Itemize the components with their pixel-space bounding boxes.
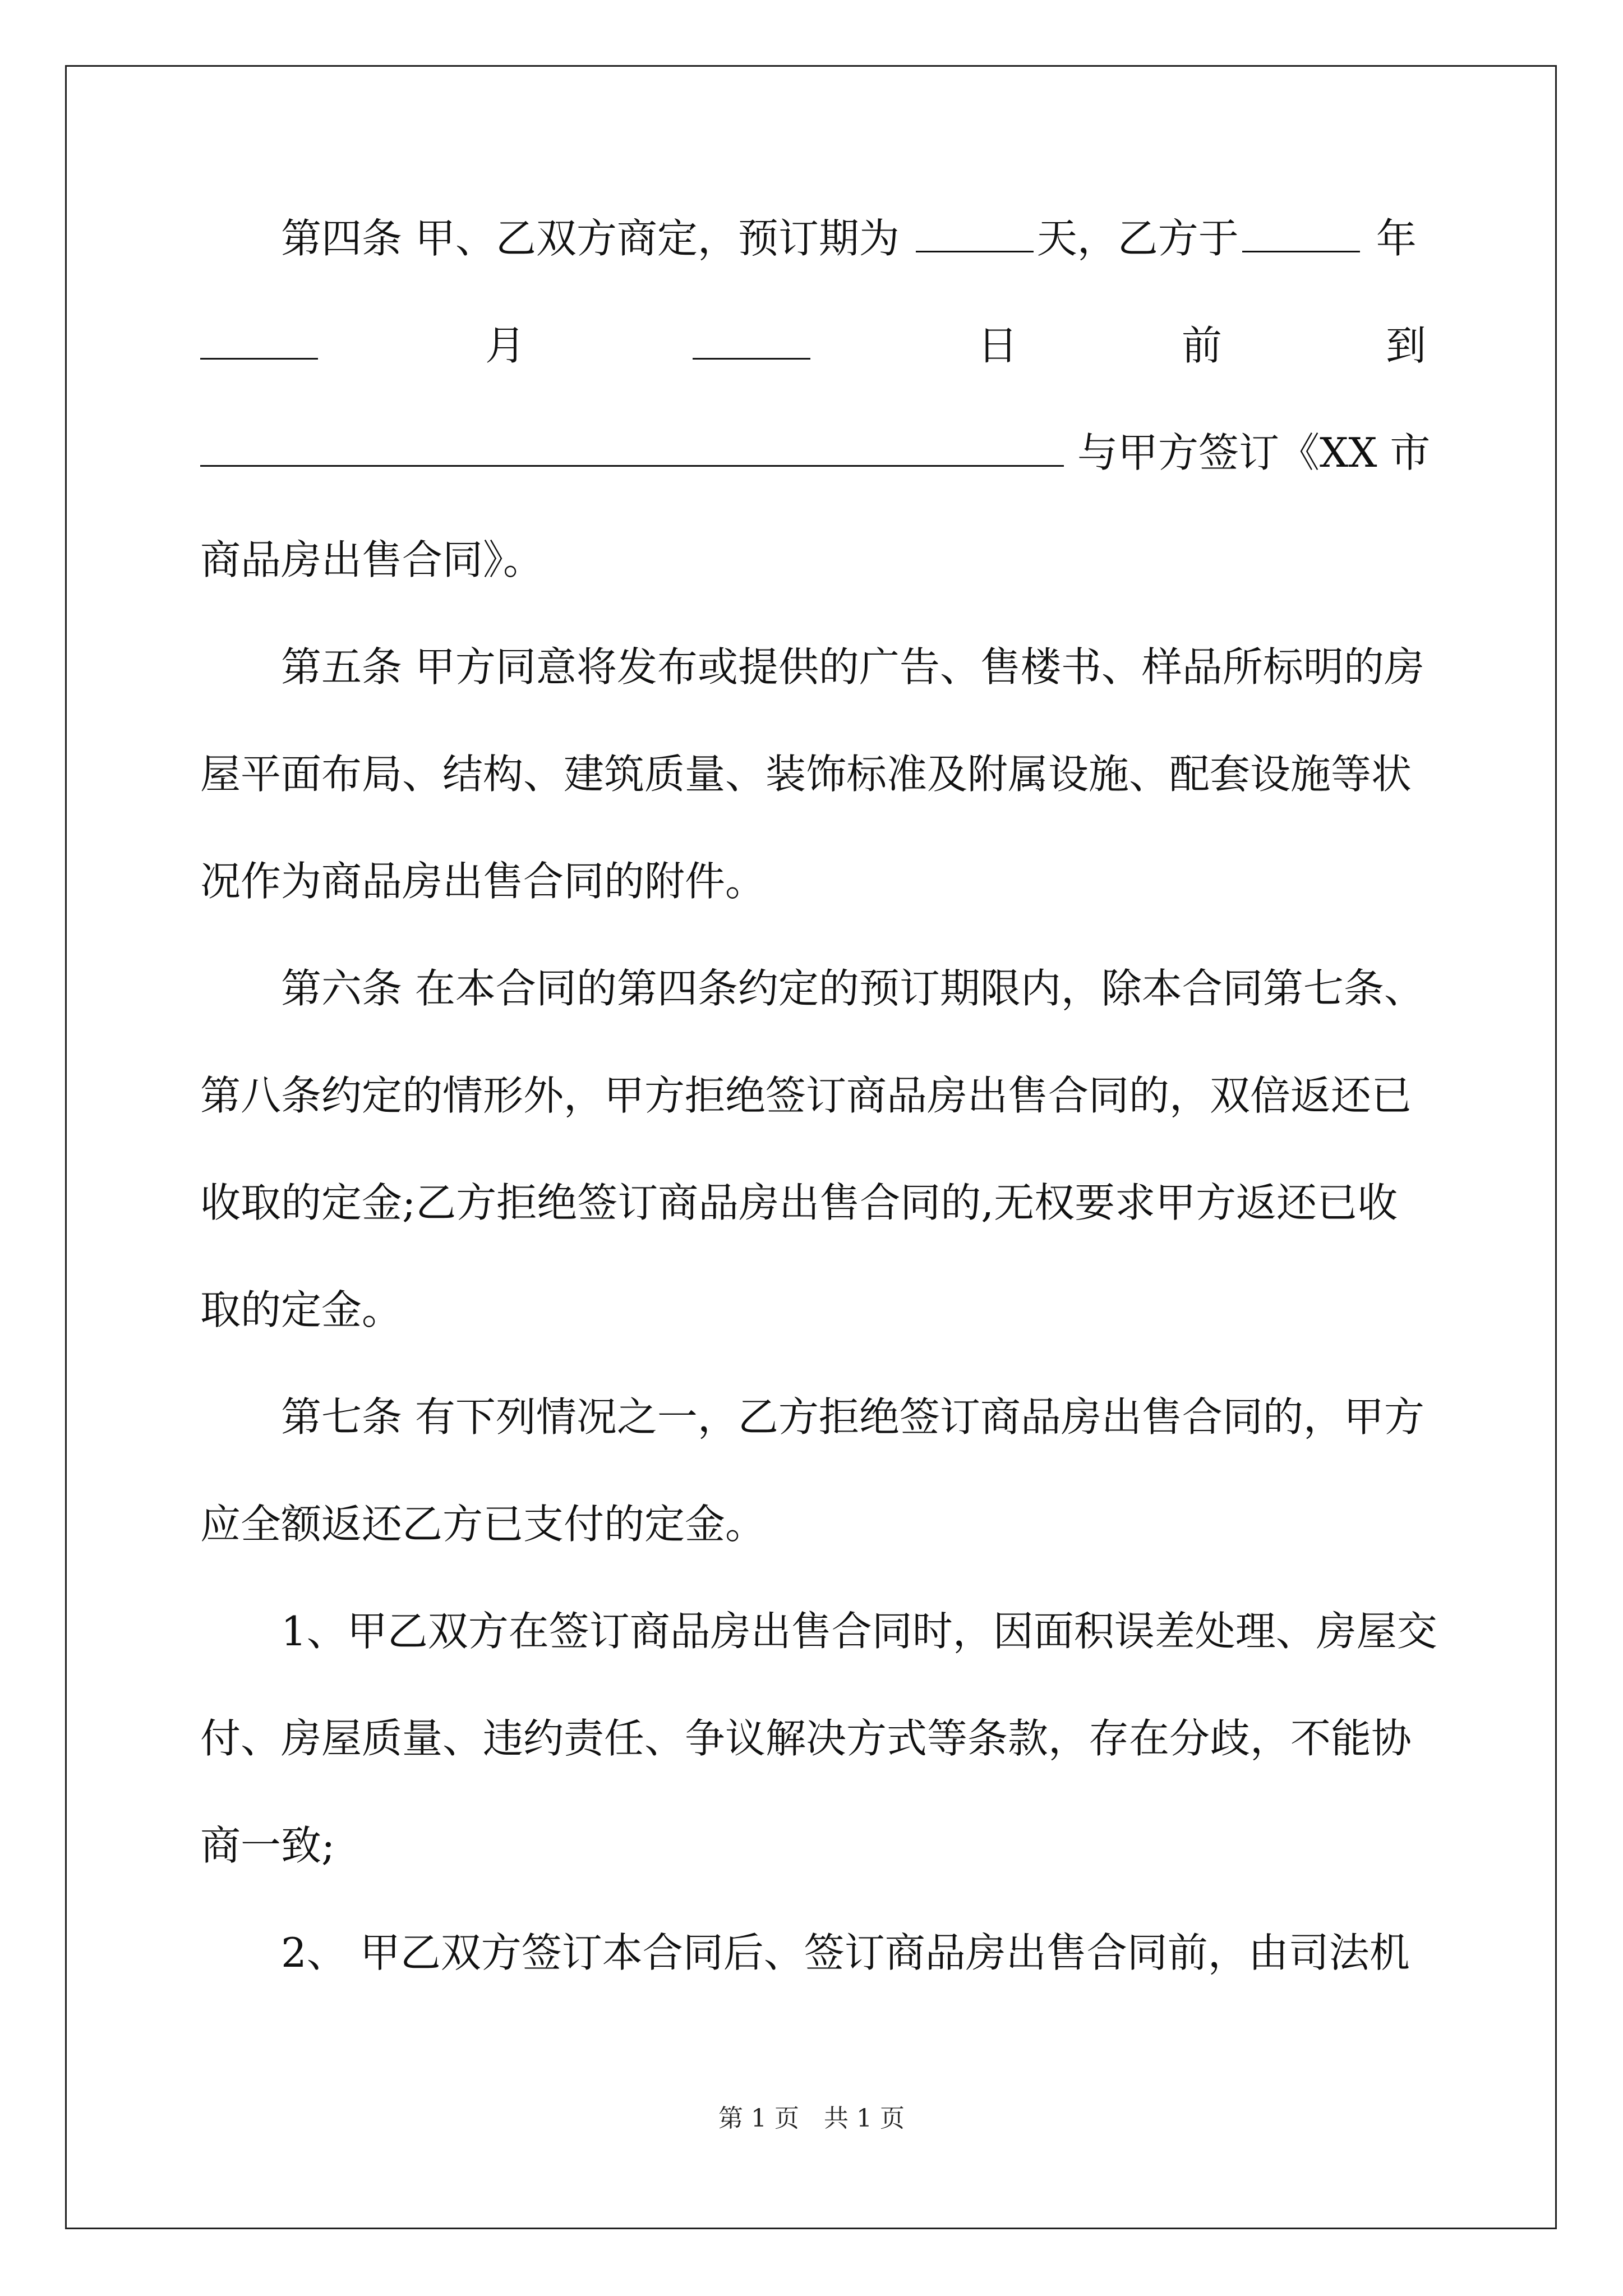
article4-line4 — [200, 507, 1426, 614]
paragraph-line: 1、甲乙双方在签订商品房出售合同时，因面积误差处理、房屋交 — [281, 1608, 1437, 1655]
article4-text: 商品房出售合同》。 — [200, 536, 544, 583]
paragraph-line: 第六条 在本合同的第四条约定的预订期限内，除本合同第七条、 — [281, 965, 1424, 1012]
year-blank[interactable] — [1242, 219, 1360, 252]
day-label: 日 — [977, 322, 1018, 369]
to-label: 到 — [1385, 322, 1426, 369]
paragraph-line: 商一致; — [200, 1822, 335, 1869]
article4-text: 天，乙方于 — [1036, 215, 1239, 262]
paragraph-line: 第五条 甲方同意将发布或提供的广告、售楼书、样品所标明的房 — [281, 643, 1424, 691]
days-blank[interactable] — [916, 219, 1034, 252]
article4-text: 第四条 甲、乙双方商定，预订期为 — [281, 215, 900, 262]
article4-line1 — [200, 185, 1426, 292]
paragraph-line: 第八条约定的情形外，甲方拒绝签订商品房出售合同的，双倍返还已 — [200, 1072, 1412, 1119]
paragraph-line: 况作为商品房出售合同的附件。 — [200, 858, 766, 905]
paragraph-line: 2、 甲乙双方签订本合同后、签订商品房出售合同前，由司法机 — [281, 1929, 1410, 1976]
paragraph-line: 屋平面布局、结构、建筑质量、装饰标准及附属设施、配套设施等状 — [200, 751, 1412, 798]
paragraph-line: 收取的定金;乙方拒绝签订商品房出售合同的,无权要求甲方返还已收 — [200, 1179, 1398, 1226]
month-blank[interactable] — [693, 326, 810, 360]
paragraph-line: 付、房屋质量、违约责任、争议解决方式等条款，存在分歧，不能协 — [200, 1715, 1412, 1762]
article4-line2 — [200, 292, 1426, 399]
article4-text: 与甲方签订《XX 市 — [1077, 429, 1431, 476]
paragraph-line: 取的定金。 — [200, 1286, 403, 1333]
location-blank[interactable] — [200, 434, 1064, 467]
page-number: 第 1 页 共 1 页 — [718, 2104, 905, 2133]
article4-text: 年 — [1376, 215, 1417, 262]
document-body — [200, 185, 1437, 2007]
paragraph-line: 应全额返还乙方已支付的定金。 — [200, 1501, 766, 1548]
month-label: 月 — [485, 322, 525, 369]
article4-line3 — [200, 399, 1431, 507]
before-label: 前 — [1181, 322, 1222, 369]
year-value-blank[interactable] — [200, 326, 318, 360]
paragraph-line: 第七条 有下列情况之一，乙方拒绝签订商品房出售合同的，甲方 — [281, 1393, 1424, 1441]
